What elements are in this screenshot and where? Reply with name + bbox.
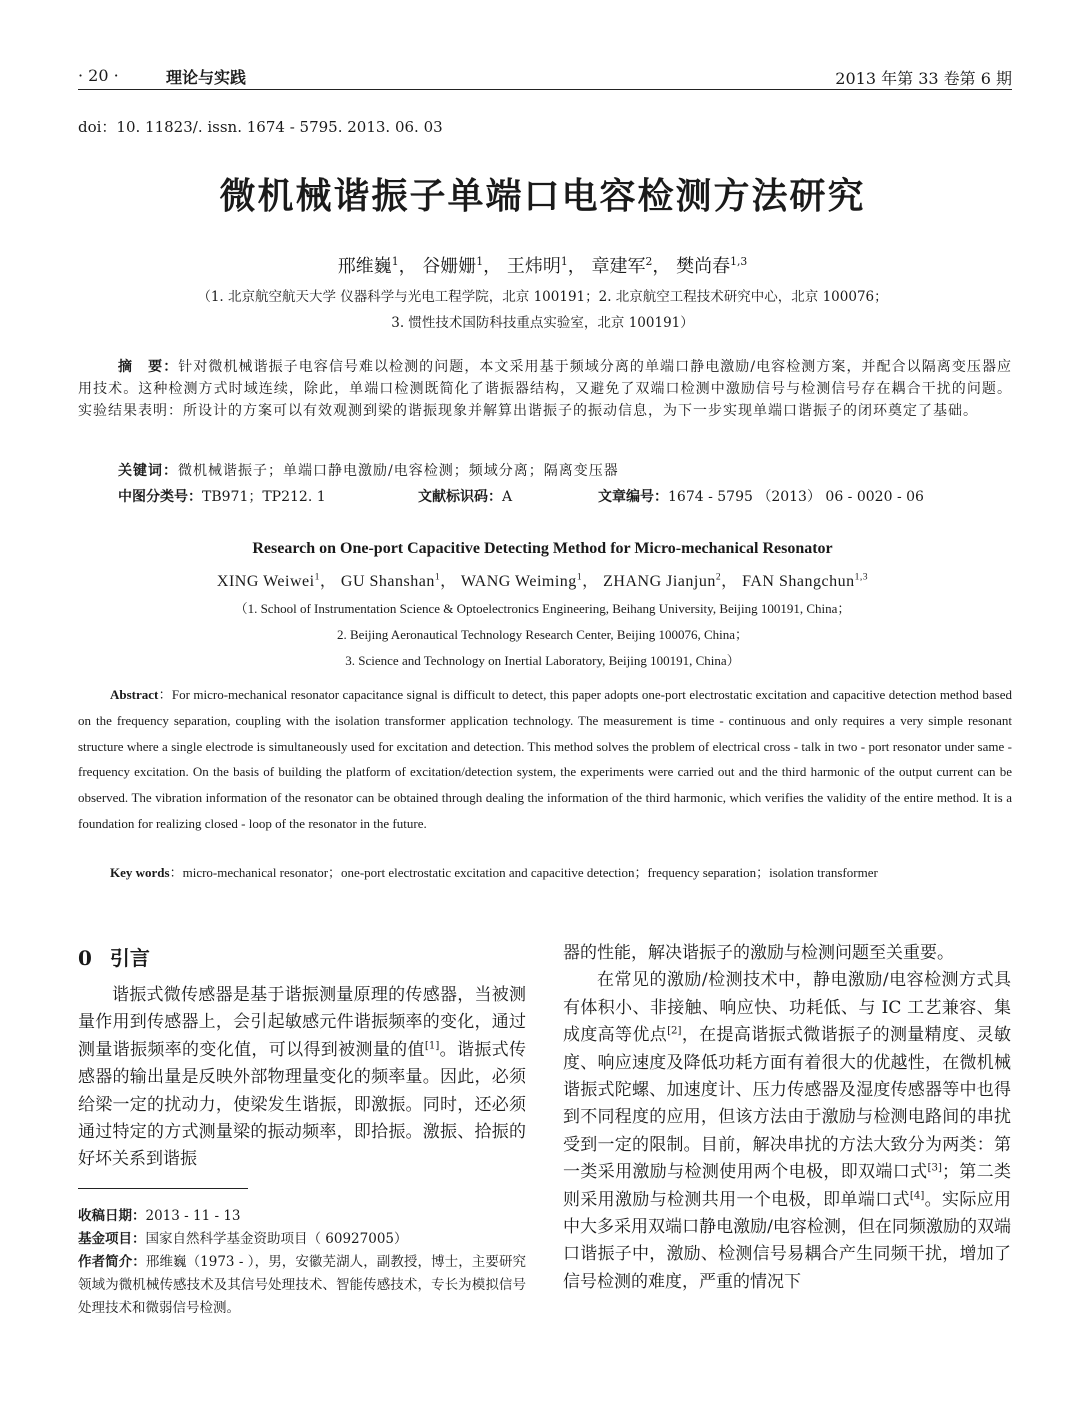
abstract-en-label: Abstract bbox=[110, 687, 159, 702]
section-heading bbox=[78, 942, 150, 971]
abstract-cn-text: 针对微机械谐振子电容信号难以检测的问题，本文采用基于频域分离的单端口静电激励/电容检测方案，并配合以隔离变压器应用技术。这种检测方式时域连续，除此，单端口检测既简化了谐振器结构，又避免了双端口检测中激励信号与检测信号存在耦合干扰的问题。实验结果表明：所设计的方案可以有效观测到梁的谐振现象并解算出谐振子的振动信息，为下一步实现单端口谐振子的闭环奠定了基础。 bbox=[78, 359, 1013, 419]
received-date: 2013 - 11 - 13 bbox=[145, 1208, 241, 1224]
authors-en: XING Weiwei$^1$， GU Shanshan$^1$， WANG Weiming$^1$， ZHANG Jianjun$^2$， FAN Shangchun$^{1,3}$ bbox=[216, 571, 869, 590]
section-title: 引言 bbox=[109, 946, 150, 970]
doc-code-value: A bbox=[502, 489, 513, 505]
author-bio-value: 邢维巍（1973 - ），男，安徽芜湖人，副教授，博士，主要研究领域为微机械传感技术及其信号处理技术、智能传感技术，专长为模拟信号处理技术和微弱信号检测。 bbox=[78, 1254, 527, 1316]
paper-title-en: Research on One-port Capacitive Detecting Method for Micro-mechanical Resonator bbox=[252, 540, 833, 557]
clc-label: 中图分类号： bbox=[118, 489, 202, 505]
body-text: 。实际应用中大多采用双端口静电激励/电容检测，但在同频激励的双端口谐振子中，激励、检测信号易耦合产生同频干扰，增加了信号检测的难度，严重的情况下 bbox=[563, 1189, 1012, 1292]
body-text: 谐振式微传感器是基于谐振测量原理的传感器，当被测量作用到传感器上，会引起敏感元件谐振频率的变化，通过测量谐振频率的变化值，可以得到被测量的值 bbox=[78, 985, 526, 1060]
body-text: 。谐振式传感器的输出量是反映外部物理量变化的频率量。因此，必须给梁一定的扰动力，使梁发生谐振，即激振。同时，还必须通过特定的方式测量梁的振动频率，即拾振。激振、拾振的好坏关系到谐振 bbox=[78, 1039, 527, 1170]
doc-code-label: 文献标识码： bbox=[418, 489, 502, 505]
author-name: 章建军 bbox=[591, 256, 646, 277]
article-number-value: 1674 - 5795 （2013） 06 - 0020 - 06 bbox=[668, 489, 924, 505]
author-name: 邢维巍 bbox=[337, 256, 392, 277]
author-name: 樊尚春 bbox=[676, 256, 731, 277]
article-number bbox=[598, 486, 924, 506]
citation: [2] bbox=[667, 1025, 682, 1037]
affiliation-cn-line2: 3. 惯性技术国防科技重点实验室，北京 100191） bbox=[391, 315, 694, 331]
author-affil: 1 bbox=[560, 255, 568, 268]
citation: [1] bbox=[424, 1040, 440, 1052]
abstract-cn bbox=[78, 356, 1012, 422]
body-paragraph bbox=[78, 982, 526, 1174]
author-name: 王炜明 bbox=[506, 256, 561, 277]
affiliation-en-line3: 3. Science and Technology on Inertial Laboratory, Beijing 100191, China） bbox=[345, 653, 740, 668]
body-text: ，在提高谐振式微谐振子的测量精度、灵敏度、响应速度及降低功耗方面有着很大的优越性，在微机械谐振式陀螺、加速度计、压力传感器及湿度传感器等中也得到不同程度的应用，但该方法由于激励与检测电路间的串扰受到一定的限制。目前，解决串扰的方法大致分为两类：第一类采用激励与检测使用两个电极，即双端口式 bbox=[563, 1025, 1012, 1183]
author-affil: 2 bbox=[645, 255, 653, 268]
keywords-cn-text: 微机械谐振子；单端口静电激励/电容检测；频域分离；隔离变压器 bbox=[178, 463, 619, 479]
keywords-cn-label: 关键词： bbox=[118, 463, 178, 479]
footnote-received bbox=[78, 1205, 526, 1228]
fund-value: 国家自然科学基金资助项目（ 60927005） bbox=[145, 1231, 408, 1247]
body-paragraph bbox=[563, 967, 1011, 1296]
clc-value: TB971；TP212. 1 bbox=[202, 489, 326, 505]
affiliation-cn-line1: （1. 北京航空航天大学 仪器科学与光电工程学院，北京 100191；2. 北京航空工程技术研究中心，北京 100076； bbox=[197, 289, 888, 305]
keywords-en-label: Key words bbox=[110, 865, 170, 880]
keywords-cn bbox=[118, 460, 619, 480]
authors-cn: 邢维巍$^1$， 谷姗姗$^1$， 王炜明$^1$， 章建军$^2$， 樊尚春$^{1,3}$ bbox=[337, 255, 748, 277]
footnote-fund bbox=[78, 1228, 526, 1251]
abstract-en bbox=[78, 682, 1012, 837]
doc-code bbox=[418, 486, 512, 506]
journal-section: 理论与实践 bbox=[166, 68, 247, 87]
author-name: ZHANG Jianjun bbox=[603, 573, 716, 590]
author-bio-label: 作者简介： bbox=[78, 1254, 146, 1270]
author-affil: 2 bbox=[715, 571, 722, 583]
author-affil: 1 bbox=[576, 571, 583, 583]
citation: [4] bbox=[909, 1190, 925, 1201]
citation: [3] bbox=[927, 1162, 942, 1174]
footnote-divider bbox=[78, 1188, 248, 1189]
section-number: 0 bbox=[78, 946, 92, 970]
author-affil: 1,3 bbox=[730, 255, 748, 268]
author-name: XING Weiwei bbox=[216, 573, 315, 590]
keywords-en-text: ：micro-mechanical resonator；one-port electrostatic excitation and capacitive detection；frequency separation；isolation transformer bbox=[169, 865, 878, 880]
paper-title-cn: 微机械谐振子单端口电容检测方法研究 bbox=[219, 176, 866, 217]
body-text: ；第二类则采用激励与检测共用一个电极，即单端口式 bbox=[563, 1162, 1012, 1210]
author-name: FAN Shangchun bbox=[742, 573, 855, 590]
author-name: WANG Weiming bbox=[460, 573, 577, 590]
fund-label: 基金项目： bbox=[78, 1231, 146, 1247]
author-affil: 1 bbox=[391, 255, 399, 268]
footnote-author-bio bbox=[78, 1251, 526, 1320]
keywords-en bbox=[78, 860, 1012, 886]
affiliation-en-line1: （1. School of Instrumentation Science & Optoelectronics Engineering, Beihang University, Beijing 100191, China； bbox=[234, 601, 851, 616]
running-header bbox=[78, 62, 1012, 90]
author-affil: 1 bbox=[314, 571, 320, 583]
body-column-right bbox=[563, 940, 1011, 1296]
abstract-cn-label: 摘 要： bbox=[118, 359, 179, 375]
body-text: 在常见的激励/检测技术中，静电激励/电容检测方式具有体积小、非接触、响应快、功耗低、与 IC 工艺兼容、集成度高等优点 bbox=[563, 970, 1011, 1046]
author-affil: 1 bbox=[434, 571, 441, 583]
author-name: GU Shanshan bbox=[340, 573, 435, 590]
abstract-en-text: ：For micro-mechanical resonator capacitance signal is difficult to detect, this paper adopts one-port electrostatic excitation and capacitive detection method based on the frequency separation, coupling with the isolation transformer application technology. The measurement is time - continuous and only requires a very simple resonant structure where a single electrode is simultaneously used for excitation and detection. This method solves the problem of electrical cross - talk in two - port resonator under same - frequency excitation. On the basis of building the platform of excitation/detection system, the experiments were carried out and the third harmonic of the output current can be observed. The vibration information of the resonator can be obtained through dealing the information of the third harmonic, which verifies the validity of the entire method. It is a foundation for realizing closed - loop of the resonator in the future. bbox=[78, 687, 1012, 831]
article-number-label: 文章编号： bbox=[598, 489, 668, 505]
received-label: 收稿日期： bbox=[78, 1208, 146, 1224]
author-affil: 1 bbox=[476, 255, 484, 268]
affiliation-en-line2: 2. Beijing Aeronautical Technology Research Center, Beijing 100076, China； bbox=[337, 627, 748, 642]
doi: doi：10. 11823/. issn. 1674 - 5795. 2013. 06. 03 bbox=[78, 118, 443, 136]
body-column-left bbox=[78, 982, 526, 1174]
body-text: 器的性能，解决谐振子的激励与检测问题至关重要。 bbox=[563, 943, 954, 963]
issue-info: 2013 年第 33 卷第 6 期 bbox=[835, 69, 1012, 88]
author-affil: 1,3 bbox=[854, 571, 869, 583]
body-paragraph bbox=[563, 940, 1011, 967]
page-number: · 20 · bbox=[78, 66, 119, 85]
clc-number bbox=[118, 486, 326, 506]
author-name: 谷姗姗 bbox=[422, 256, 477, 277]
